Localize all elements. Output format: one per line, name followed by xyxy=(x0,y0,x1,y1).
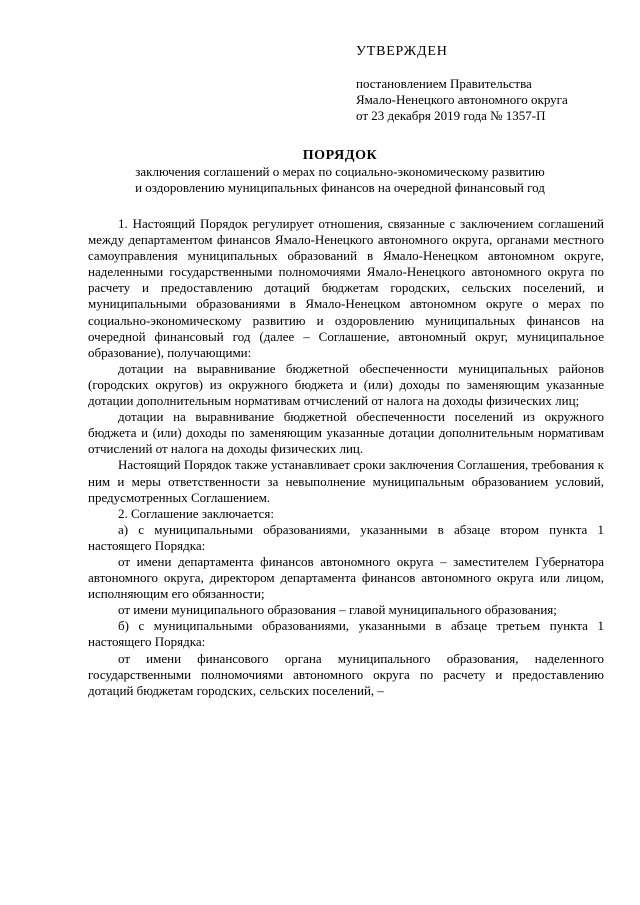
document-title: ПОРЯДОК xyxy=(302,148,378,163)
paragraph-1: 1. Настоящий Порядок регулирует отношения, связанные с заключением соглашений между департаментом финансов Ямало-Ненецкого автономного округа, органами местного самоуправления муниципальных образований в Ямало-Ненецком автономном округе, наделенными государственными полномочиями Ямало-Ненецкого автономного округа по расчету и предоставлению дотаций бюджетам городских, сельских поселений, и муниципальными образованиями в Ямало-Ненецком автономном округе о мерах по социально-экономическому развитию и оздоровлению муниципальных финансов на очередной финансовый год (далее – Соглашение, автономный округ, муниципальное образование), получающими: xyxy=(88,216,604,360)
document-title-block xyxy=(60,147,620,196)
paragraph-9: б) с муниципальными образованиями, указанными в абзаце третьем пункта 1 настоящего Порядка: xyxy=(88,618,604,650)
paragraph-3: дотации на выравнивание бюджетной обеспеченности поселений из окружного бюджета и (или) доходы по заменяющим указанные дотации дополнительным нормативам отчислений от налога на доходы физических лиц. xyxy=(88,409,604,457)
document-subtitle-line-2: и оздоровлению муниципальных финансов на очередной финансовый год xyxy=(135,180,545,195)
paragraph-7: от имени департамента финансов автономного округа – заместителем Губернатора автономного округа, директором департамента финансов автономного округа или лицом, исполняющим его обязанности; xyxy=(88,553,604,602)
approval-line-3: от 23 декабря 2019 года № 1357-П xyxy=(356,108,546,123)
document-body xyxy=(88,216,604,699)
approved-heading: УТВЕРЖДЕН xyxy=(356,44,448,59)
paragraph-2: дотации на выравнивание бюджетной обеспеченности муниципальных районов (городских округов) из окружного бюджета и (или) доходы по заменяющим указанные дотации дополнительным нормативам отчислений от налога на доходы физических лиц; xyxy=(88,360,604,409)
paragraph-6: а) с муниципальными образованиями, указанными в абзаце втором пункта 1 настоящего Порядка: xyxy=(88,521,604,553)
paragraph-4: Настоящий Порядок также устанавливает сроки заключения Соглашения, требования к ним и меры ответственности за невыполнение муниципальным образованием условий, предусмотренных Соглашением. xyxy=(88,457,604,505)
paragraph-10: от имени финансового органа муниципального образования, наделенного государственными полномочиями автономного округа по расчету и предоставлению дотаций бюджетам городских, сельских поселений, – xyxy=(88,650,604,698)
document-subtitle-line-1: заключения соглашений о мерах по социально-экономическому развитию xyxy=(135,164,545,179)
approval-line-1: постановлением Правительства xyxy=(356,76,532,91)
paragraph-5: 2. Соглашение заключается: xyxy=(118,505,275,521)
approval-line-2: Ямало-Ненецкого автономного округа xyxy=(356,92,568,107)
approval-stamp xyxy=(356,44,626,124)
paragraph-8: от имени муниципального образования – главой муниципального образования; xyxy=(118,602,557,618)
